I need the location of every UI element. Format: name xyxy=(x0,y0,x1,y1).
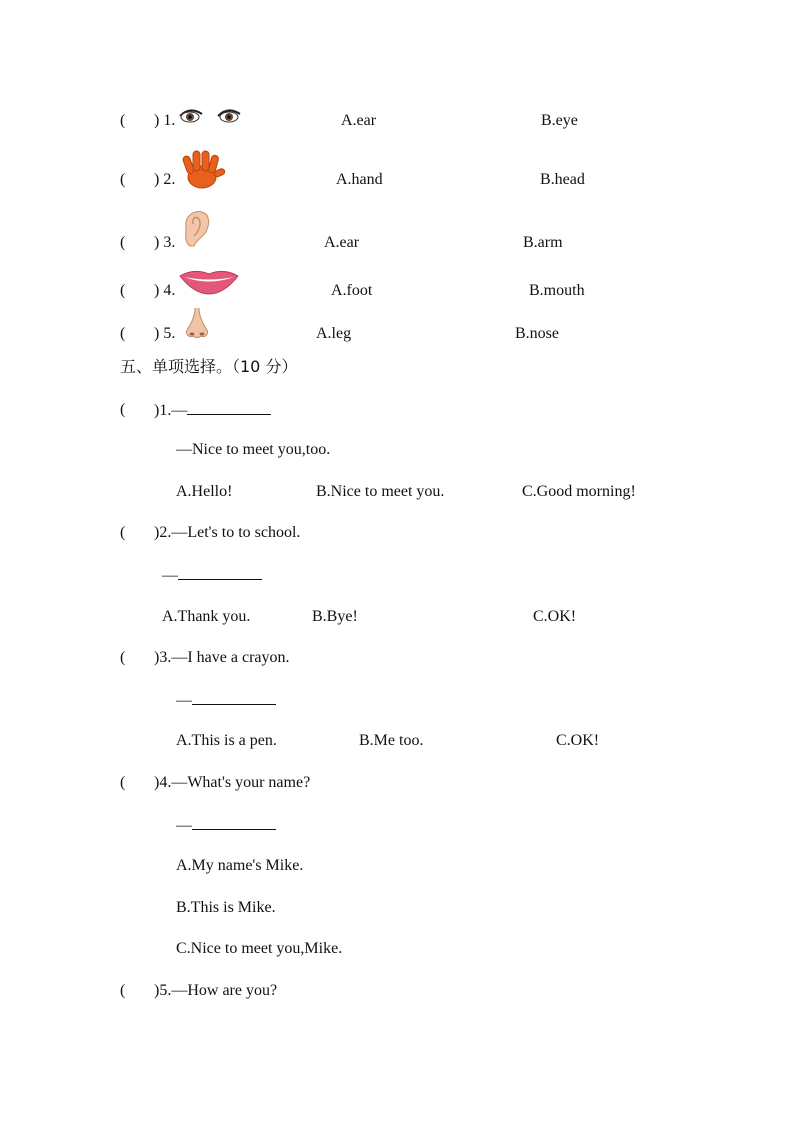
answer-blank[interactable] xyxy=(187,400,271,415)
option-b: B.Nice to meet you. xyxy=(316,483,445,500)
ear-picture xyxy=(180,208,212,250)
option-a: A.ear xyxy=(324,234,360,251)
option-b: B.Bye! xyxy=(312,608,358,625)
answer-paren-open[interactable]: ( xyxy=(120,401,126,418)
reply-line: — xyxy=(176,690,276,711)
answer-paren-open[interactable]: ( xyxy=(120,112,126,129)
question-prompt: )2.—Let's to to school. xyxy=(154,524,301,541)
option-a: A.Hello! xyxy=(176,483,233,500)
answer-paren-open[interactable]: ( xyxy=(120,524,126,541)
option-a: A.hand xyxy=(336,171,383,188)
eyes-picture xyxy=(178,104,242,128)
option-c: C.OK! xyxy=(533,608,577,625)
option-c: C.Good morning! xyxy=(522,483,636,500)
reply-line: — xyxy=(176,815,276,836)
question-prompt: )4.—What's your name? xyxy=(154,774,311,791)
option-b: B.eye xyxy=(541,112,578,129)
option-b: B.mouth xyxy=(529,282,585,299)
option-a: A.foot xyxy=(331,282,373,299)
question-prompt: )1.— xyxy=(154,400,271,421)
answer-paren-open[interactable]: ( xyxy=(120,774,126,791)
answer-blank[interactable] xyxy=(192,815,276,830)
item-number: ) 4. xyxy=(154,282,176,299)
option-b: B.Me too. xyxy=(359,732,424,749)
option-c: C.OK! xyxy=(556,732,600,749)
answer-blank[interactable] xyxy=(192,690,276,705)
item-number: ) 2. xyxy=(154,171,176,188)
hand-picture xyxy=(178,148,226,190)
option-b: B.head xyxy=(540,171,585,188)
option-a: A.This is a pen. xyxy=(176,732,277,749)
option-a: A.ear xyxy=(341,112,377,129)
answer-paren-open[interactable]: ( xyxy=(120,982,126,999)
option-c: C.Nice to meet you,Mike. xyxy=(176,940,343,957)
answer-paren-open[interactable]: ( xyxy=(120,325,126,342)
option-a: A.leg xyxy=(316,325,352,342)
question-prompt: )3.—I have a crayon. xyxy=(154,649,290,666)
option-a: A.My name's Mike. xyxy=(176,857,304,874)
nose-picture xyxy=(181,306,213,342)
question-prompt: )5.—How are you? xyxy=(154,982,278,999)
answer-paren-open[interactable]: ( xyxy=(120,649,126,666)
reply-line: — xyxy=(162,565,262,586)
mouth-picture xyxy=(178,266,240,296)
option-b: B.This is Mike. xyxy=(176,899,276,916)
option-b: B.nose xyxy=(515,325,559,342)
answer-paren-open[interactable]: ( xyxy=(120,282,126,299)
item-number: ) 5. xyxy=(154,325,176,342)
reply-line: —Nice to meet you,too. xyxy=(176,441,331,458)
option-a: A.Thank you. xyxy=(162,608,251,625)
item-number: ) 1. xyxy=(154,112,176,129)
option-b: B.arm xyxy=(523,234,563,251)
section-heading: 五、单项选择。（10 分） xyxy=(120,357,298,376)
answer-blank[interactable] xyxy=(178,565,262,580)
answer-paren-open[interactable]: ( xyxy=(120,171,126,188)
answer-paren-open[interactable]: ( xyxy=(120,234,126,251)
item-number: ) 3. xyxy=(154,234,176,251)
